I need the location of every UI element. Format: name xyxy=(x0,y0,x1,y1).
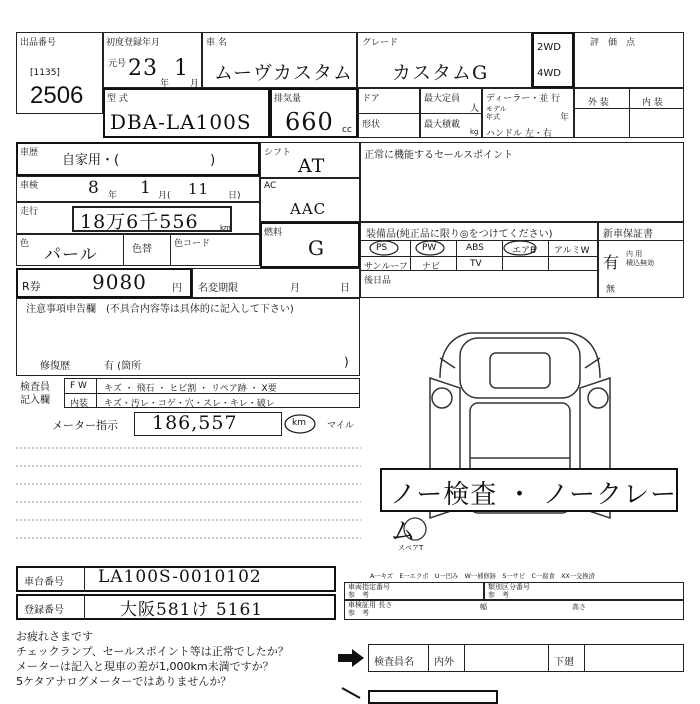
dealer-label: ディーラー・並 行 xyxy=(486,94,561,104)
meter-mile: マイル xyxy=(327,421,354,431)
inspection-year: 8 xyxy=(88,178,100,198)
fw-items: キズ ・ 飛石 ・ ヒビ割 ・ リペア跡 ・ X要 xyxy=(104,384,277,394)
shift-value: AT xyxy=(298,155,326,177)
equip-navi: ナビ xyxy=(422,262,441,272)
load-unit: kg xyxy=(470,128,479,136)
inspection-month-unit: 月( xyxy=(158,191,171,201)
interior-label: 内 装 xyxy=(642,98,663,108)
greeting: お疲れさまです xyxy=(16,630,93,643)
inspector-name-label: 検査員名 xyxy=(374,657,414,668)
inside-out-label: 内外 xyxy=(434,657,454,668)
repair-label: 修復歴 xyxy=(40,361,70,372)
drive-box xyxy=(532,32,574,88)
load-label: 最大積載 xyxy=(424,120,461,130)
shape-label: 形状 xyxy=(362,120,381,130)
door-label: ドア xyxy=(362,94,380,104)
cert-box xyxy=(344,600,684,620)
lot-code: [1135] xyxy=(30,68,60,78)
meter-label: メーター指示 xyxy=(52,419,118,432)
car-name-label: 車 名 xyxy=(206,38,227,48)
color-label: 色 xyxy=(20,239,30,249)
drive-4wd: 4WD xyxy=(537,68,561,79)
lot-number: 2506 xyxy=(30,82,84,109)
name-change-month: 月 xyxy=(290,283,300,294)
question-2: メーターは記入と現車の差が1,000km未満ですか？ xyxy=(16,660,274,673)
history-label: 車歴 xyxy=(20,148,39,158)
warranty-yes: 有 xyxy=(603,253,620,272)
recycle-value: 9080 xyxy=(92,270,147,294)
inspection-day-unit: 日) xyxy=(228,191,241,201)
equipment-label: 装備品(純正品に限り◎をつけてください) xyxy=(366,229,553,240)
score-label: 評 価 点 xyxy=(590,38,636,48)
height-label: 高さ xyxy=(572,603,586,611)
year-unit: 年 xyxy=(160,79,170,89)
chassis-label: 車台番号 xyxy=(24,577,64,588)
color-change-label: 色替 xyxy=(132,244,152,255)
fuel-value: G xyxy=(308,236,325,260)
warranty-no: 無 xyxy=(606,285,616,295)
interior-items: キズ・汚レ・コゲ・穴・スレ・キレ・破レ xyxy=(104,399,275,409)
model: DBA-LA100S xyxy=(110,110,252,134)
ruled-lines xyxy=(16,440,361,560)
repair-close: ) xyxy=(344,355,349,369)
equipment-circle-marks xyxy=(360,239,598,271)
arrow-icon-2 xyxy=(340,686,364,700)
model-label: 型 式 xyxy=(107,94,128,104)
ac-value: AAC xyxy=(290,200,327,218)
inspector-result-box xyxy=(368,644,684,672)
ac-label: AC xyxy=(264,181,277,191)
stamp-text: ノー検査 ・ ノークレーム xyxy=(390,480,677,547)
lot-label: 出品番号 xyxy=(20,38,57,48)
year-suffix: 年 xyxy=(560,113,570,123)
equip-abs: ABS xyxy=(466,243,484,253)
drive-2wd: 2WD xyxy=(537,42,561,53)
fw-label: F W xyxy=(70,381,87,391)
history-value: 自家用・( ) xyxy=(62,153,216,168)
name-change-day: 日 xyxy=(340,283,350,294)
name-change-label: 名変期限 xyxy=(198,283,238,294)
question-3: 5ケタアナログメーターではありませんか？ xyxy=(16,675,232,688)
color-value: パール xyxy=(44,245,98,265)
spare-label: スペアT xyxy=(398,544,424,552)
mileage-label: 走行 xyxy=(20,207,39,217)
inspection-box xyxy=(16,176,260,202)
damage-legend: A一キズ E一エクボ U一凹み W一補修跡 S一サビ C一腐食 XX一交換済 xyxy=(370,573,595,580)
lower-label: 下廻 xyxy=(554,657,574,668)
equip-ps: PS xyxy=(376,243,388,253)
era-label: 元号 xyxy=(108,59,127,69)
inspection-label: 車検 xyxy=(20,181,39,191)
bottom-stamp-box xyxy=(368,690,498,704)
rear-seat-label: 後日品 xyxy=(364,276,392,286)
recycle-label: R券 xyxy=(22,280,41,293)
ref-label-1: 車両指定番号 参 考 xyxy=(348,583,390,599)
question-1: チェックランプ、セールスポイント等は正常でしたか？ xyxy=(16,645,289,658)
mileage-value: 18万6千556 xyxy=(80,211,199,233)
cc-unit: cc xyxy=(342,125,352,135)
reg-year: 23 xyxy=(128,56,158,81)
inspection-day: 11 xyxy=(188,180,210,198)
meter-value: 186,557 xyxy=(152,412,238,434)
model-year-label: モデル 年式 xyxy=(486,105,507,121)
warranty-note: 内 用 積込無効 xyxy=(626,250,654,267)
interior-short: 内装 xyxy=(70,399,89,409)
displacement: 660 xyxy=(285,108,334,136)
width-label: 幅 xyxy=(480,603,487,611)
sales-points-label: 正常に機能するセールスポイント xyxy=(364,150,514,161)
inspector-label: 検査員 記入欄 xyxy=(20,382,50,406)
reg-month: 1 xyxy=(174,56,189,81)
arrow-icon xyxy=(336,648,366,668)
capacity-label: 最大定員 xyxy=(424,94,461,104)
color-code-label: 色コード xyxy=(174,239,211,249)
equip-tv: TV xyxy=(470,259,482,269)
repair-value: 有 (箇所 xyxy=(104,361,142,372)
first-reg-label: 初度登録年月 xyxy=(106,38,161,48)
warranty-label: 新車保証書 xyxy=(603,229,653,240)
equip-pw: PW xyxy=(422,243,437,253)
fuel-label: 燃料 xyxy=(264,228,283,238)
equip-sunroof: サンルーフ xyxy=(364,262,408,272)
notes-title: 注意事項申告欄 (不具合内容等は具体的に記入して下さい) xyxy=(26,304,294,315)
registration-label: 登録番号 xyxy=(24,605,64,616)
chassis-value: LA100S-0010102 xyxy=(98,567,262,587)
grade-label: グレード xyxy=(362,38,399,48)
car-name: ムーヴカスタム xyxy=(214,62,354,84)
month-unit: 月 xyxy=(190,79,200,89)
grade: カスタムG xyxy=(392,62,489,84)
inspection-year-unit: 年 xyxy=(108,191,118,201)
meter-km: km xyxy=(292,418,306,428)
equip-airbag: エアB xyxy=(512,246,537,256)
mileage-km: km xyxy=(220,224,231,232)
handle-label: ハンドル 左・右 xyxy=(486,129,552,139)
equip-alumi: アルミW xyxy=(554,246,590,256)
ref-label-2: 類別区分番号 参 考 xyxy=(488,583,530,599)
shift-label: シフト xyxy=(264,148,292,158)
registration-value: 大阪581け 5161 xyxy=(120,600,264,620)
displacement-label: 排気量 xyxy=(274,94,302,104)
yen-unit: 円 xyxy=(172,283,182,294)
capacity-unit: 人 xyxy=(470,104,480,114)
cert-label: 車検証用 長さ 参 考 xyxy=(348,601,393,617)
inspection-month: 1 xyxy=(140,178,152,198)
exterior-label: 外 装 xyxy=(588,98,609,108)
